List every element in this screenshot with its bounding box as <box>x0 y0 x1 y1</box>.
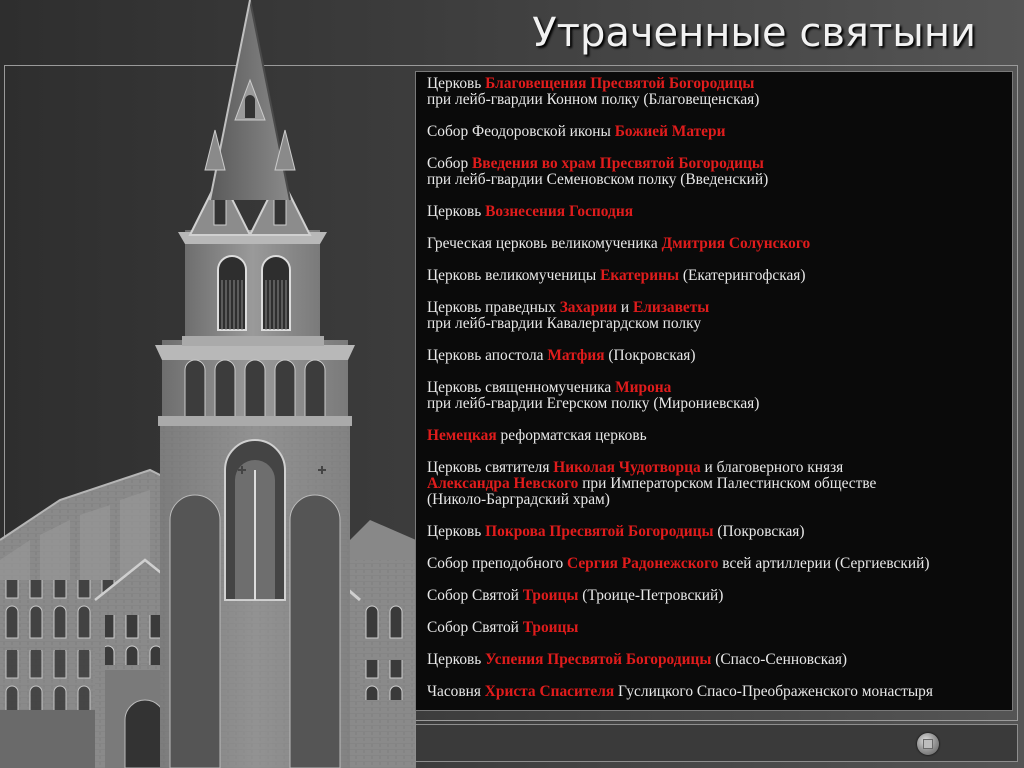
shrine-prefix: Собор Святой <box>427 587 523 604</box>
shrine-prefix: Церковь <box>427 75 486 92</box>
shrine-note: при лейб-гвардии Конном полку (Благовещенская) <box>427 91 760 108</box>
shrine-highlight: Троицы <box>522 587 579 604</box>
shrine-highlight: Вознесения Господня <box>485 203 634 220</box>
shrine-item[interactable] <box>427 124 1002 140</box>
shrine-note: при лейб-гвардии Семеновском полку (Введенский) <box>427 171 769 188</box>
shrine-highlight: Сергия Радонежского <box>567 555 719 572</box>
shrine-note: (Николо-Барградский храм) <box>427 491 610 508</box>
shrine-suffix: всей артиллерии (Сергиевский) <box>718 555 930 572</box>
shrine-prefix: Собор <box>427 155 473 172</box>
shrine-prefix: Церковь великомученицы <box>427 267 601 284</box>
shrine-connector: и <box>617 299 633 316</box>
shrine-item[interactable] <box>427 380 1002 412</box>
shrine-highlight: Введения во храм Пресвятой Богородицы <box>472 155 764 172</box>
shrine-item[interactable] <box>427 156 1002 188</box>
shrine-highlight: Елизаветы <box>632 299 710 316</box>
church-photo <box>0 0 416 768</box>
shrine-item[interactable] <box>427 428 1002 444</box>
shrine-item[interactable] <box>427 556 1002 572</box>
shrine-item[interactable] <box>427 652 1002 668</box>
page-title: Утраченные святыни <box>532 10 976 56</box>
shrine-prefix: Часовня <box>427 683 485 700</box>
shrine-item[interactable] <box>427 300 1002 332</box>
shrine-prefix: Церковь апостола <box>427 347 548 364</box>
shrine-note: при лейб-гвардии Егерском полку (Мирониевская) <box>427 395 760 412</box>
shrine-suffix: (Екатерингофская) <box>679 267 806 284</box>
shrine-highlight: Александра Невского <box>427 475 579 492</box>
shrine-item[interactable] <box>427 460 1002 508</box>
shrines-list <box>415 71 1013 711</box>
shrine-item[interactable] <box>427 524 1002 540</box>
shrine-prefix: Церковь праведных <box>427 299 560 316</box>
shrine-suffix: (Спасо-Сенновская) <box>711 651 848 668</box>
shrine-prefix: Церковь священномученика <box>427 379 616 396</box>
shrine-prefix: Церковь святителя <box>427 459 554 476</box>
shrine-suffix: (Покровская) <box>713 523 805 540</box>
shrine-prefix: Греческая церковь великомученика <box>427 235 662 252</box>
shrine-highlight: Божией Матери <box>614 123 726 140</box>
shrine-highlight: Мирона <box>615 379 672 396</box>
shrine-highlight: Христа Спасителя <box>484 683 615 700</box>
shrine-suffix: при Императорском Палестинском обществе <box>578 475 877 492</box>
shrine-highlight: Екатерины <box>600 267 679 284</box>
close-icon[interactable] <box>917 733 939 755</box>
shrine-item[interactable] <box>427 204 1002 220</box>
shrine-highlight: Дмитрия Солунского <box>661 235 811 252</box>
shrine-highlight: Успения Пресвятой Богородицы <box>485 651 712 668</box>
shrine-highlight: Немецкая <box>427 427 497 444</box>
shrine-prefix: Церковь <box>427 651 486 668</box>
shrine-highlight: Николая Чудотворца <box>553 459 701 476</box>
shrine-item[interactable] <box>427 236 1002 252</box>
shrine-highlight: Покрова Пресвятой Богородицы <box>485 523 714 540</box>
shrine-suffix: и благоверного князя <box>700 459 844 476</box>
shrine-suffix: (Покровская) <box>604 347 696 364</box>
shrine-suffix: Гуслицкого Спасо-Преображенского монастыря <box>614 683 933 700</box>
shrine-prefix: Собор Феодоровской иконы <box>427 123 615 140</box>
shrine-item[interactable] <box>427 684 1002 700</box>
shrine-item[interactable] <box>427 76 1002 108</box>
shrine-highlight: Матфия <box>547 347 605 364</box>
shrine-highlight: Троицы <box>522 619 579 636</box>
shrine-highlight: Благовещения Пресвятой Богородицы <box>485 75 755 92</box>
shrine-item[interactable] <box>427 268 1002 284</box>
shrine-prefix: Церковь <box>427 203 486 220</box>
shrine-item[interactable] <box>427 588 1002 604</box>
shrine-prefix: Собор Святой <box>427 619 523 636</box>
shrine-highlight: Захарии <box>559 299 617 316</box>
shrine-prefix: Собор преподобного <box>427 555 568 572</box>
shrine-suffix: реформатская церковь <box>496 427 647 444</box>
shrine-note <box>427 476 1002 492</box>
shrine-item[interactable] <box>427 348 1002 364</box>
shrine-note: при лейб-гвардии Кавалергардском полку <box>427 315 702 332</box>
shrine-item[interactable] <box>427 620 1002 636</box>
shrine-prefix: Церковь <box>427 523 486 540</box>
shrine-suffix: (Троице-Петровский) <box>578 587 724 604</box>
